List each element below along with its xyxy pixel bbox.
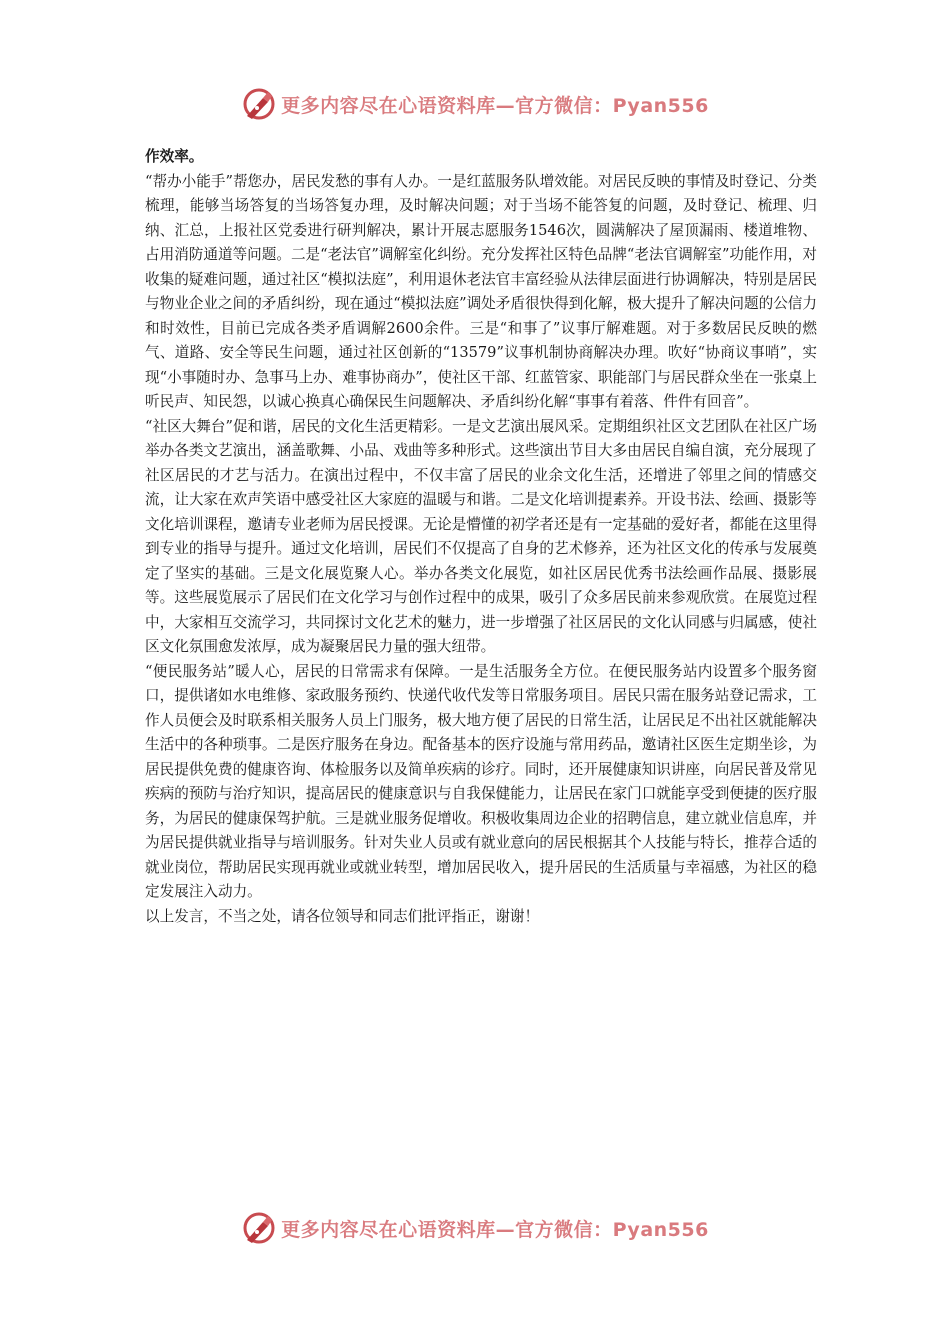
closing-paragraph: 以上发言，不当之处，请各位领导和同志们批评指正，谢谢！ xyxy=(145,907,540,925)
document-body xyxy=(145,145,817,929)
paragraph: “便民服务站”暖人心，居民的日常需求有保障。一是生活服务全方位。在便民服务站内设置多个服务窗口，提供诸如水电维修、家政服务预约、快递代收代发等日常服务项目。居民只需在服务站登记需求，工作人员便会及时联系相关服务人员上门服务，极大地方便了居民的日常生活，让居民足不出社区就能解决生活中的各种琐事。二是医疗服务在身边。配备基本的医疗设施与常用药品，邀请社区医生定期坐诊，为居民提供免费的健康咨询、体检服务以及简单疾病的诊疗。同时，还开展健康知识讲座，向居民普及常见疾病的预防与治疗知识，提高居民的健康意识与自我保健能力，让居民在家门口就能享受到便捷的医疗服务，为居民的健康保驾护航。三是就业服务促增收。积极收集周边企业的招聘信息，建立就业信息库，并为居民提供就业指导与培训服务。针对失业人员或有就业意向的居民根据其个人技能与特长，推荐合适的就业岗位，帮助居民实现再就业或就业转型，增加居民收入，提升居民的生活质量与幸福感，为社区的稳定发展注入动力。 xyxy=(145,662,817,900)
paragraph: “社区大舞台”促和谐，居民的文化生活更精彩。一是文艺演出展风采。定期组织社区文艺团队在社区广场举办各类文艺演出，涵盖歌舞、小品、戏曲等多种形式。这些演出节目大多由居民自编自演，充分展现了社区居民的才艺与活力。在演出过程中，不仅丰富了居民的业余文化生活，还增进了邻里之间的情感交流，让大家在欢声笑语中感受社区大家庭的温暖与和谐。二是文化培训提素养。开设书法、绘画、摄影等文化培训课程，邀请专业老师为居民授课。无论是懵懂的初学者还是有一定基础的爱好者，都能在这里得到专业的指导与提升。通过文化培训，居民们不仅提高了自身的艺术修养，还为社区文化的传承与发展奠定了坚实的基础。三是文化展览聚人心。举办各类文化展览，如社区居民优秀书法绘画作品展、摄影展等。这些展览展示了居民们在文化学习与创作过程中的成果，吸引了众多居民前来参观欣赏。在展览过程中，大家相互交流学习，共同探讨文化艺术的魅力，进一步增强了社区居民的文化认同感与归属感，使社区文化氛围愈发浓厚，成为凝聚居民力量的强大纽带。 xyxy=(145,417,817,655)
pen-nib-seal-icon xyxy=(241,86,277,122)
lead-text: 作效率。 xyxy=(145,148,204,165)
header-watermark xyxy=(0,82,950,126)
paragraph: “帮办小能手”帮您办，居民发愁的事有人办。一是红蓝服务队增效能。对居民反映的事情及时登记、分类梳理，能够当场答复的当场答复办理，及时解决问题；对于当场不能答复的问题，及时登记、梳理、归纳、汇总，上报社区党委进行研判解决，累计开展志愿服务1546次，圆满解决了屋顶漏雨、楼道堆物、占用消防通道等问题。二是“老法官”调解室化纠纷。充分发挥社区特色品牌“老法官调解室”功能作用，对收集的疑难问题，通过社区“模拟法庭”，利用退休老法官丰富经验从法律层面进行协调解决，特别是居民与物业企业之间的矛盾纠纷，现在通过“模拟法庭”调处矛盾很快得到化解，极大提升了解决问题的公信力和时效性，目前已完成各类矛盾调解2600余件。三是“和事了”议事厅解难题。对于多数居民反映的燃气、道路、安全等民生问题，通过社区创新的“13579”议事机制协商解决办理。吹好“协商议事哨”，实现“小事随时办、急事马上办、难事协商办”，使社区干部、红蓝管家、职能部门与居民群众坐在一张桌上听民声、知民怨，以诚心换真心确保民生问题解决、矛盾纠纷化解“事事有着落、件件有回音”。 xyxy=(145,172,817,410)
watermark-text: 更多内容尽在心语资料库—官方微信：Pyan556 xyxy=(281,1218,709,1241)
footer-watermark xyxy=(0,1206,950,1250)
pen-nib-seal-icon xyxy=(241,1210,277,1246)
watermark-text: 更多内容尽在心语资料库—官方微信：Pyan556 xyxy=(281,94,709,117)
